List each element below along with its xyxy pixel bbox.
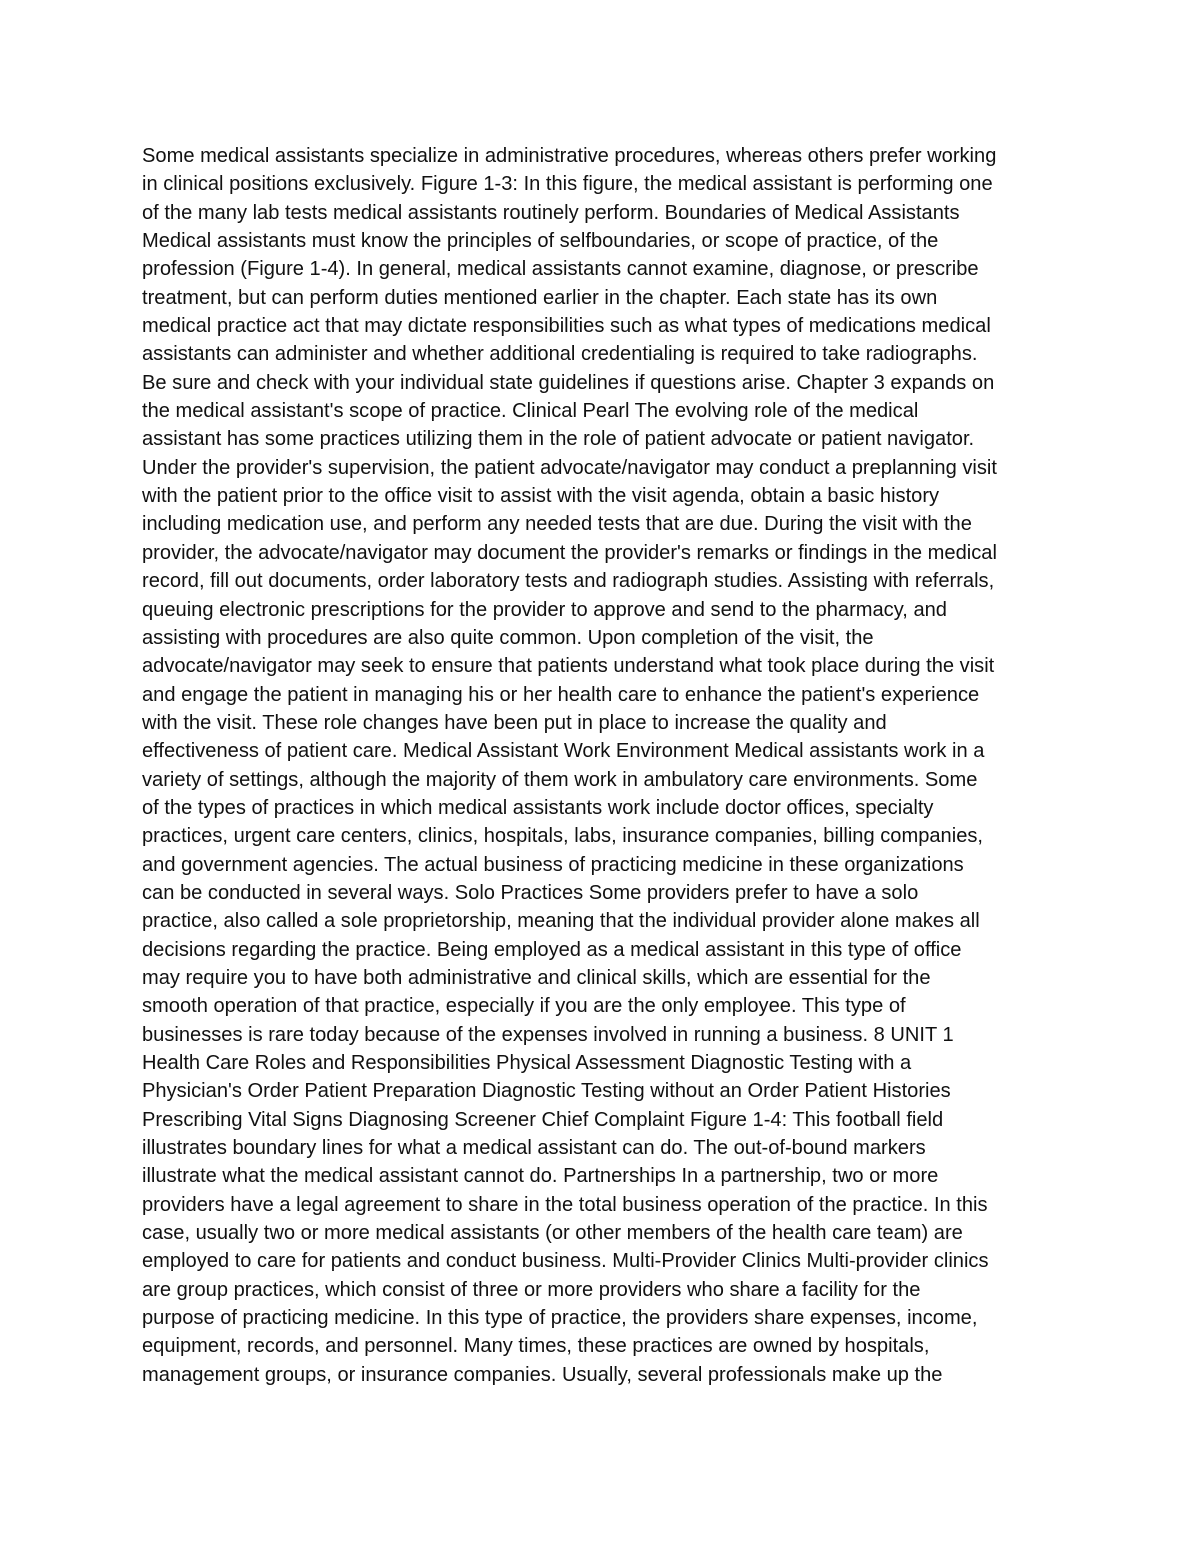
text-line: illustrates boundary lines for what a medical assistant can do. The out-of-bound markers [142,1137,926,1160]
text-line: Some medical assistants specialize in administrative procedures, whereas others prefer working [142,145,997,167]
text-line: record, fill out documents, order laboratory tests and radiograph studies. Assisting with referrals, [142,570,995,593]
text-line: case, usually two or more medical assistants (or other members of the health care team) are [142,1222,963,1245]
text-line: assistants can administer and whether additional credentialing is required to take radiographs. [142,343,978,366]
text-line: Medical assistants must know the principles of selfboundaries, or scope of practice, of the [142,230,939,253]
text-line: decisions regarding the practice. Being employed as a medical assistant in this type of office [142,938,962,961]
text-line: effectiveness of patient care. Medical Assistant Work Environment Medical assistants work in a [142,740,985,763]
text-line: including medication use, and perform any needed tests that are due. During the visit with the [142,513,972,536]
text-line: Prescribing Vital Signs Diagnosing Screener Chief Complaint Figure 1-4: This football field [142,1108,944,1131]
text-line: Health Care Roles and Responsibilities Physical Assessment Diagnostic Testing with a [142,1052,912,1074]
text-line: in clinical positions exclusively. Figure 1-3: In this figure, the medical assistant is performing one [142,173,993,196]
text-line: and government agencies. The actual business of practicing medicine in these organizations [142,853,964,876]
text-line: queuing electronic prescriptions for the provider to approve and send to the pharmacy, and [142,598,947,621]
text-line: variety of settings, although the majority of them work in ambulatory care environments. Some [142,768,978,791]
text-line: smooth operation of that practice, especially if you are the only employee. This type of [142,995,906,1018]
text-line: Physician's Order Patient Preparation Diagnostic Testing without an Order Patient Histories [142,1080,951,1103]
text-line: the medical assistant's scope of practice. Clinical Pearl The evolving role of the medical [142,400,919,423]
text-line: of the many lab tests medical assistants routinely perform. Boundaries of Medical Assistants [142,201,960,224]
text-line: advocate/navigator may seek to ensure that patients understand what took place during the visit [142,655,995,678]
text-line: employed to care for patients and conduct business. Multi-Provider Clinics Multi-provider clinics [142,1250,989,1273]
text-line: equipment, records, and personnel. Many times, these practices are owned by hospitals, [142,1335,930,1358]
text-line: profession (Figure 1-4). In general, medical assistants cannot examine, diagnose, or prescribe [142,258,979,281]
text-line: providers have a legal agreement to share in the total business operation of the practice. In this [142,1193,988,1216]
text-line: purpose of practicing medicine. In this type of practice, the providers share expenses, income, [142,1307,978,1330]
text-line: practices, urgent care centers, clinics, hospitals, labs, insurance companies, billing companies, [142,825,983,848]
text-line: illustrate what the medical assistant cannot do. Partnerships In a partnership, two or more [142,1165,939,1188]
text-line: may require you to have both administrative and clinical skills, which are essential for the [142,966,931,989]
text-line: Be sure and check with your individual state guidelines if questions arise. Chapter 3 expands on [142,371,995,394]
text-line: provider, the advocate/navigator may document the provider's remarks or findings in the medical [142,541,997,564]
text-line: treatment, but can perform duties mentioned earlier in the chapter. Each state has its own [142,286,938,309]
text-line: practice, also called a sole proprietorship, meaning that the individual provider alone makes all [142,910,980,933]
text-line: of the types of practices in which medical assistants work include doctor offices, specialty [142,796,934,819]
text-line: and engage the patient in managing his or her health care to enhance the patient's experience [142,683,980,706]
text-line: management groups, or insurance companies. Usually, several professionals make up the [142,1363,943,1386]
body-text [142,142,1072,1389]
text-line: assistant has some practices utilizing them in the role of patient advocate or patient navigator. [142,428,975,451]
text-line: Under the provider's supervision, the patient advocate/navigator may conduct a preplanning visit [142,456,997,479]
text-line: medical practice act that may dictate responsibilities such as what types of medications medical [142,315,991,338]
text-line: assisting with procedures are also quite common. Upon completion of the visit, the [142,626,874,649]
text-line: with the visit. These role changes have been put in place to increase the quality and [142,711,887,734]
text-line: can be conducted in several ways. Solo Practices Some providers prefer to have a solo [142,881,919,904]
text-line: with the patient prior to the office visit to assist with the visit agenda, obtain a basic history [142,485,940,508]
text-line: businesses is rare today because of the expenses involved in running a business. 8 UNIT 1 [142,1023,954,1046]
text-line: are group practices, which consist of three or more providers who share a facility for the [142,1278,921,1301]
